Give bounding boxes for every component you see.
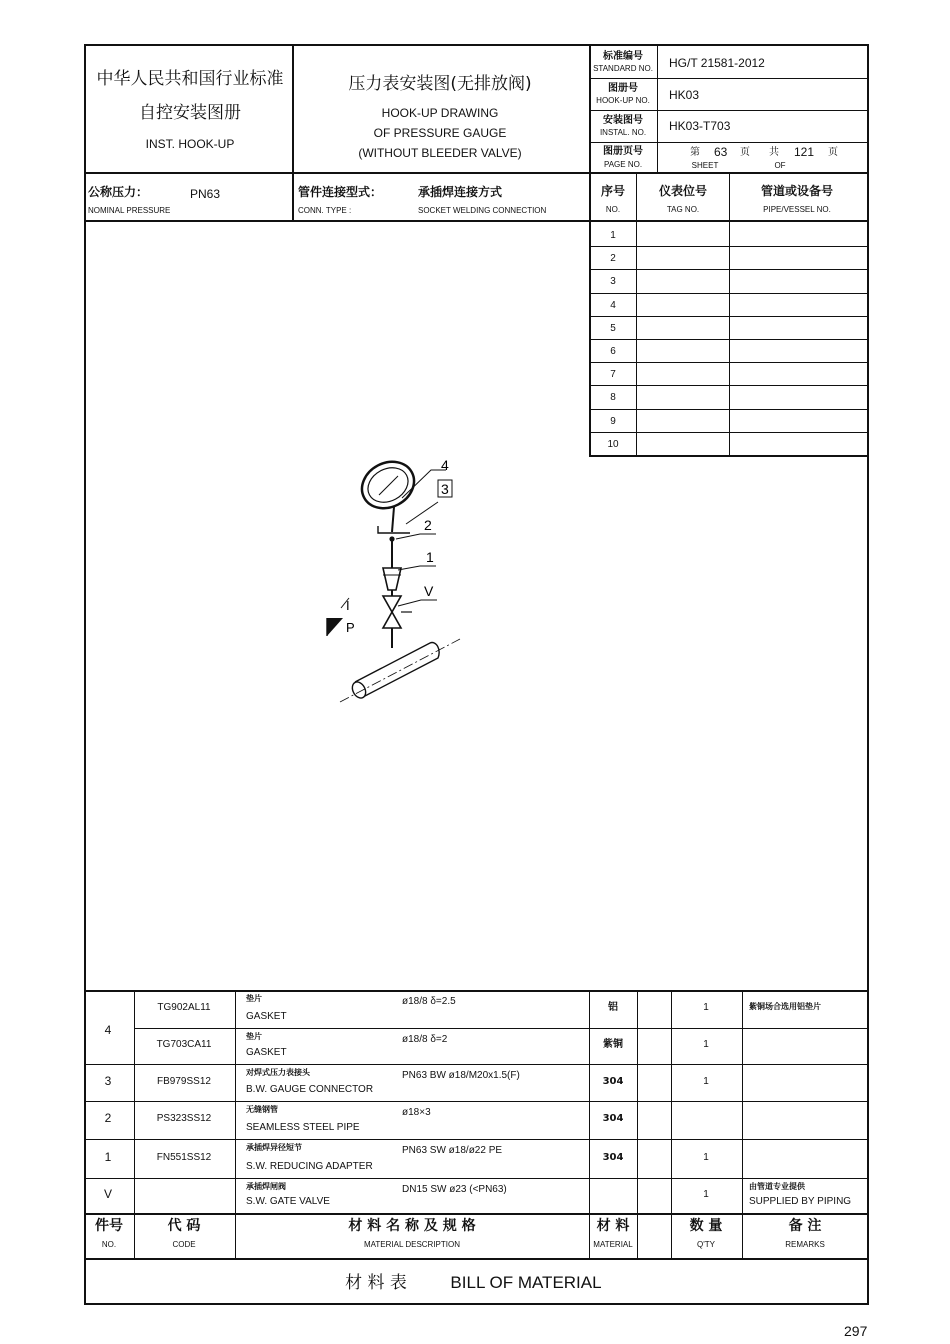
tag-row-pipe-cell[interactable] xyxy=(730,317,867,340)
drawing-title-en-1: HOOK-UP DRAWING xyxy=(381,106,499,120)
tag-header-pipe-en: PIPE/VESSEL NO. xyxy=(763,205,831,214)
bom-qty: 1 xyxy=(703,1002,709,1013)
tag-header-no-en: NO. xyxy=(605,205,621,214)
tag-row-tag-cell[interactable] xyxy=(637,224,729,247)
hookup-no-label-cn: 图册号 xyxy=(608,83,638,94)
bom-header-rem-cn: 备 注 xyxy=(788,1218,822,1234)
callout-i: I xyxy=(346,598,350,613)
conn-type-value-cn: 承插焊连接方式 xyxy=(418,185,503,199)
bom-spec: ø18/8 δ=2.5 xyxy=(402,996,456,1007)
tag-header-tag-en: TAG NO. xyxy=(666,205,700,214)
bom-col-line xyxy=(589,990,590,1258)
tag-row-tag-cell[interactable] xyxy=(637,410,729,433)
bom-code: TG902AL11 xyxy=(157,1002,211,1013)
title-divider-3 xyxy=(657,44,658,174)
bom-desc-cn: 承插焊异径短节 xyxy=(246,1143,302,1152)
tag-row-pipe-cell[interactable] xyxy=(730,224,867,247)
bom-item-no: 4 xyxy=(104,1023,112,1037)
info-bottom-line xyxy=(84,220,869,222)
bom-item-no: 3 xyxy=(104,1073,112,1088)
bom-code: FN551SS12 xyxy=(156,1151,212,1163)
book-title-cn: 自控安装图册 xyxy=(139,103,241,123)
bom-row-line xyxy=(84,1213,869,1215)
drawing-title-cn: 压力表安装图(无排放阀) xyxy=(348,74,532,94)
instal-no-value: HK03-T703 xyxy=(669,119,731,133)
bom-code: PS323SS12 xyxy=(156,1113,212,1124)
pressure-value: PN63 xyxy=(190,187,221,201)
bom-col-line xyxy=(637,990,638,1258)
title-divider-2 xyxy=(589,44,591,456)
tag-row-no: 9 xyxy=(610,416,616,427)
bom-col-line xyxy=(742,990,743,1258)
pressure-label-en: NOMINAL PRESSURE xyxy=(88,206,171,215)
of-label-en: OF xyxy=(774,161,786,170)
title-row-line xyxy=(589,78,869,79)
tag-header-pipe-cn: 管道或设备号 xyxy=(760,184,834,198)
bom-desc-en: B.W. GAUGE CONNECTOR xyxy=(246,1084,374,1095)
tag-row-pipe-cell[interactable] xyxy=(730,340,867,363)
page-number: 297 xyxy=(844,1323,868,1339)
bom-desc-cn: 无缝钢管 xyxy=(246,1105,278,1114)
tag-row-pipe-cell[interactable] xyxy=(730,270,867,293)
bom-desc-cn: 垫片 xyxy=(246,1032,262,1041)
gauge-connector xyxy=(378,526,410,533)
bom-footer-cn: 材 料 表 xyxy=(345,1273,407,1293)
tag-row-tag-cell[interactable] xyxy=(637,294,729,317)
tag-row-pipe-cell[interactable] xyxy=(730,247,867,270)
tag-row-tag-cell[interactable] xyxy=(637,433,729,456)
bom-header-code-en: CODE xyxy=(172,1240,196,1249)
tag-row-pipe-cell[interactable] xyxy=(730,386,867,409)
bom-code: TG703CA11 xyxy=(156,1039,212,1050)
tag-row-no: 3 xyxy=(610,276,616,287)
callout-4: 4 xyxy=(441,457,449,473)
tag-row-pipe-cell[interactable] xyxy=(730,410,867,433)
bom-header-desc-en: MATERIAL DESCRIPTION xyxy=(363,1240,461,1249)
bom-desc-en: S.W. GATE VALVE xyxy=(246,1196,330,1207)
pressure-tap-symbol xyxy=(327,598,355,636)
bom-desc-cn: 垫片 xyxy=(246,994,262,1003)
gate-valve-icon xyxy=(383,596,412,628)
bom-material: 紫铜 xyxy=(603,1039,623,1050)
bom-header-qty-en: Q'TY xyxy=(697,1240,715,1249)
bom-desc-en: S.W. REDUCING ADAPTER xyxy=(246,1161,373,1172)
bom-row-line xyxy=(84,1101,869,1102)
tag-row-no: 5 xyxy=(610,323,616,334)
tag-table-right xyxy=(867,220,869,456)
bom-spec: PN63 SW ø18/ø22 PE xyxy=(402,1145,503,1156)
bom-row-line xyxy=(84,1064,869,1065)
tag-header-no-cn: 序号 xyxy=(600,184,626,198)
std-no-label-cn: 标准编号 xyxy=(603,51,643,62)
bom-header-qty-cn: 数 量 xyxy=(689,1218,723,1234)
hookup-drawing xyxy=(300,440,500,720)
bom-header-no-en: NO. xyxy=(101,1240,117,1249)
bom-remarks-cn: 由管道专业提供 xyxy=(749,1182,805,1191)
reducing-adapter xyxy=(383,568,401,590)
bom-desc-cn: 承插焊闸阀 xyxy=(246,1182,286,1191)
bom-spec: ø18/8 δ=2 xyxy=(402,1034,448,1045)
drawing-title-en-2: OF PRESSURE GAUGE xyxy=(373,126,507,140)
tag-row-tag-cell[interactable] xyxy=(637,363,729,386)
std-no-label-en: STANDARD NO. xyxy=(593,64,653,73)
hookup-no-label-en: HOOK-UP NO. xyxy=(596,96,650,105)
page-no-label-en: PAGE NO. xyxy=(603,160,643,169)
bom-spec: DN15 SW ø23 (<PN63) xyxy=(402,1184,507,1195)
tag-row-no: 8 xyxy=(610,392,616,403)
bom-header-mat-en: MATERIAL xyxy=(593,1240,633,1249)
total-gong: 共 xyxy=(769,147,779,158)
sheet-ye: 页 xyxy=(740,147,750,158)
bom-item-no: 2 xyxy=(104,1111,112,1125)
tag-row-tag-cell[interactable] xyxy=(637,270,729,293)
book-title-en: INST. HOOK-UP xyxy=(145,137,235,151)
tag-row-tag-cell[interactable] xyxy=(637,386,729,409)
bom-col-line xyxy=(235,990,236,1258)
gauge-stem xyxy=(392,507,394,532)
conn-type-value-en: SOCKET WELDING CONNECTION xyxy=(418,206,547,215)
tag-row-no: 4 xyxy=(610,300,616,311)
bom-desc-cn: 对焊式压力表接头 xyxy=(246,1068,310,1077)
bom-col-line xyxy=(671,990,672,1258)
bom-code: FB979SS12 xyxy=(157,1075,211,1087)
bom-header-no-cn: 件号 xyxy=(95,1218,123,1234)
drawing-title-en-3: (WITHOUT BLEEDER VALVE) xyxy=(358,146,522,160)
bom-header-code-cn: 代 码 xyxy=(167,1218,201,1234)
tag-row-pipe-cell[interactable] xyxy=(730,294,867,317)
conn-type-label-en: CONN. TYPE : xyxy=(298,206,352,215)
process-pipe xyxy=(340,639,460,702)
title-row-line xyxy=(589,110,869,111)
callout-2: 2 xyxy=(424,517,432,533)
callout-v: V xyxy=(424,583,434,599)
bom-desc-en: GASKET xyxy=(246,1011,287,1022)
bom-item-no: 1 xyxy=(104,1149,112,1164)
bom-material: 304 xyxy=(602,1113,624,1124)
bom-desc-en: GASKET xyxy=(246,1047,287,1058)
bom-material: 铝 xyxy=(608,1002,618,1013)
bom-material: 304 xyxy=(602,1075,624,1087)
sheet-di: 第 xyxy=(690,147,700,158)
bom-qty: 1 xyxy=(703,1188,709,1200)
bom-header-mat-cn: 材 料 xyxy=(596,1218,630,1234)
title-bottom-line xyxy=(84,172,869,174)
bom-row-line xyxy=(84,1139,869,1140)
pressure-gauge-icon xyxy=(354,453,422,517)
conn-type-label-cn: 管件连接型式： xyxy=(298,185,383,199)
tag-row-tag-cell[interactable] xyxy=(637,340,729,363)
tag-row-no: 1 xyxy=(610,230,616,241)
bom-qty: 1 xyxy=(703,1151,709,1163)
tag-row-tag-cell[interactable] xyxy=(637,317,729,340)
bom-qty: 1 xyxy=(703,1039,709,1050)
bom-footer-en: BILL OF MATERIAL xyxy=(450,1273,602,1292)
callout-1: 1 xyxy=(426,549,434,565)
pressure-label-cn: 公称压力： xyxy=(88,185,149,199)
tag-row-no: 2 xyxy=(610,253,616,264)
bom-col-line xyxy=(134,990,135,1258)
tag-row-pipe-cell[interactable] xyxy=(730,433,867,456)
callout-p: P xyxy=(346,620,355,635)
bom-top-line xyxy=(84,990,869,992)
page-no-label-cn: 图册页号 xyxy=(603,146,643,157)
bom-header-rem-en: REMARKS xyxy=(785,1240,825,1249)
bom-desc-en: SEAMLESS STEEL PIPE xyxy=(246,1122,360,1133)
weld-dot xyxy=(389,536,394,541)
bom-item-no: V xyxy=(103,1186,113,1201)
sheet-label-en: SHEET xyxy=(691,161,719,170)
tag-row-no: 7 xyxy=(610,369,616,380)
total-sheets: 121 xyxy=(794,145,815,159)
callout-3: 3 xyxy=(441,481,449,497)
tag-row-no: 6 xyxy=(610,346,616,357)
bom-remarks: 紫铜场合选用铝垫片 xyxy=(749,1002,821,1011)
tag-header-tag-cn: 仪表位号 xyxy=(658,184,708,198)
standard-org-cn: 中华人民共和国行业标准 xyxy=(96,69,284,89)
bom-material: 304 xyxy=(602,1151,624,1163)
bom-header-desc-cn: 材 料 名 称 及 规 格 xyxy=(348,1218,476,1234)
tag-row-tag-cell[interactable] xyxy=(637,247,729,270)
instal-no-label-cn: 安装图号 xyxy=(603,115,643,126)
title-divider-1 xyxy=(292,44,294,222)
bom-remarks-en: SUPPLIED BY PIPING xyxy=(749,1196,852,1207)
bom-row-line xyxy=(134,1028,869,1029)
bom-spec: PN63 BW ø18/M20x1.5(F) xyxy=(402,1070,520,1081)
instal-no-label-en: INSTAL. NO. xyxy=(599,128,647,137)
total-ye: 页 xyxy=(828,147,838,158)
bom-qty: 1 xyxy=(703,1075,709,1087)
tag-row-pipe-cell[interactable] xyxy=(730,363,867,386)
hookup-no-value: HK03 xyxy=(669,88,700,102)
bom-row-line xyxy=(84,1178,869,1179)
std-no-value: HG/T 21581-2012 xyxy=(669,56,765,70)
tag-row-no: 10 xyxy=(607,439,619,450)
bom-spec: ø18×3 xyxy=(402,1107,431,1118)
title-row-line xyxy=(589,142,869,143)
sheet-number: 63 xyxy=(714,145,728,159)
bom-footer-line xyxy=(84,1258,869,1260)
